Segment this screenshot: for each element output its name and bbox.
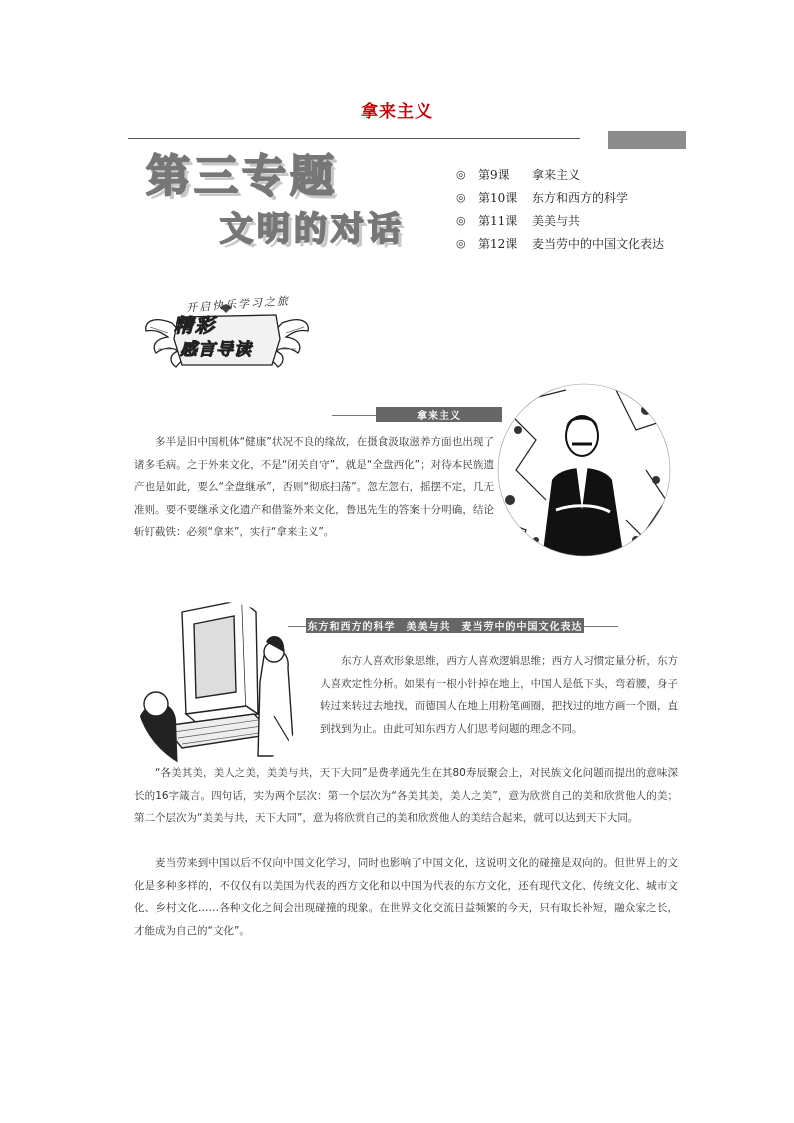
document-title: 拿来主义 [361, 102, 433, 122]
lesson-list [456, 163, 664, 255]
section-label: 东方和西方的科学 美美与共 麦当劳中的中国文化表达 [306, 618, 584, 633]
lesson-item [456, 163, 664, 186]
lesson-title: 麦当劳中的中国文化表达 [532, 237, 665, 251]
badge-kicker: 开启快乐学习之旅 [185, 294, 291, 315]
computer-illustration-icon [134, 596, 308, 774]
lesson-number: 第12课 [478, 237, 518, 251]
lesson-title: 美美与共 [532, 214, 581, 228]
lesson-title: 东方和西方的科学 [532, 191, 629, 205]
theme-subtitle: 文明的对话 [220, 209, 405, 248]
badge-title: 精彩 [174, 315, 217, 337]
theme-title: 第三专题 [146, 151, 338, 202]
lesson-item [456, 186, 664, 209]
bullet-icon: ◎ [456, 191, 466, 204]
bullet-icon: ◎ [456, 214, 466, 227]
portrait-illustration-icon [496, 380, 672, 560]
lesson-number: 第10课 [478, 191, 518, 205]
section-paragraph: 东方人喜欢形象思维，西方人喜欢逻辑思维；西方人习惯定量分析，东方人喜欢定性分析。如果有一根小针掉在地上，中国人是低下头，弯着腰，身子转过来转过去地找，而德国人在地上用粉笔画圈，把找过的地方画一个圈，直到找到为止。由此可知东西方人们思考问题的理念不同。 [320, 655, 678, 735]
bullet-icon: ◎ [456, 168, 466, 181]
corner-block [608, 131, 686, 149]
section-paragraph: 多半是旧中国机体“健康”状况不良的缘故，在摄食汲取滋养方面也出现了诸多毛病。之于外来文化，不是“闭关自守”，就是“全盘西化”；对待本民族遗产也是如此，要么“全盘继承”，否则“彻底扫荡”。忽左忽右，摇摆不定，几无准则。要不要继承文化遗产和借鉴外来文化，鲁迅先生的答案十分明确，结论斩钉截铁：必须“拿来”，实行“拿来主义”。 [134, 436, 494, 539]
badge-subtitle: 感言导读 [180, 340, 252, 360]
lesson-number: 第11课 [478, 214, 518, 228]
section-paragraph: “各美其美，美人之美，美美与共，天下大同”是费孝通先生在其80寿辰聚会上，对民族文化问题而提出的意味深长的16字箴言。四句话，实为两个层次：第一个层次为“各美其美，美人之美”，意为欣赏自己的美和欣赏他人的美；第二个层次为“美美与共，天下大同”，意为将欣赏自己的美和欣赏他人的美结合起来，就可以达到天下大同。 [134, 767, 678, 825]
header-rule [128, 138, 580, 139]
section-label: 拿来主义 [376, 407, 502, 422]
lesson-item [456, 209, 664, 232]
lesson-item [456, 232, 664, 255]
lesson-number: 第9课 [478, 168, 510, 182]
lesson-title: 拿来主义 [532, 168, 581, 182]
bullet-icon: ◎ [456, 237, 466, 250]
section-paragraph: 麦当劳来到中国以后不仅向中国文化学习，同时也影响了中国文化，这说明文化的碰撞是双向的。但世界上的文化是多种多样的，不仅仅有以美国为代表的西方文化和以中国为代表的东方文化，还有现代文化、传统文化、城市文化、乡村文化……各种文化之间会出现碰撞的现象。在世界文化交流日益频繁的今天，只有取长补短，融众家之长，才能成为自己的“文化”。 [134, 857, 678, 937]
